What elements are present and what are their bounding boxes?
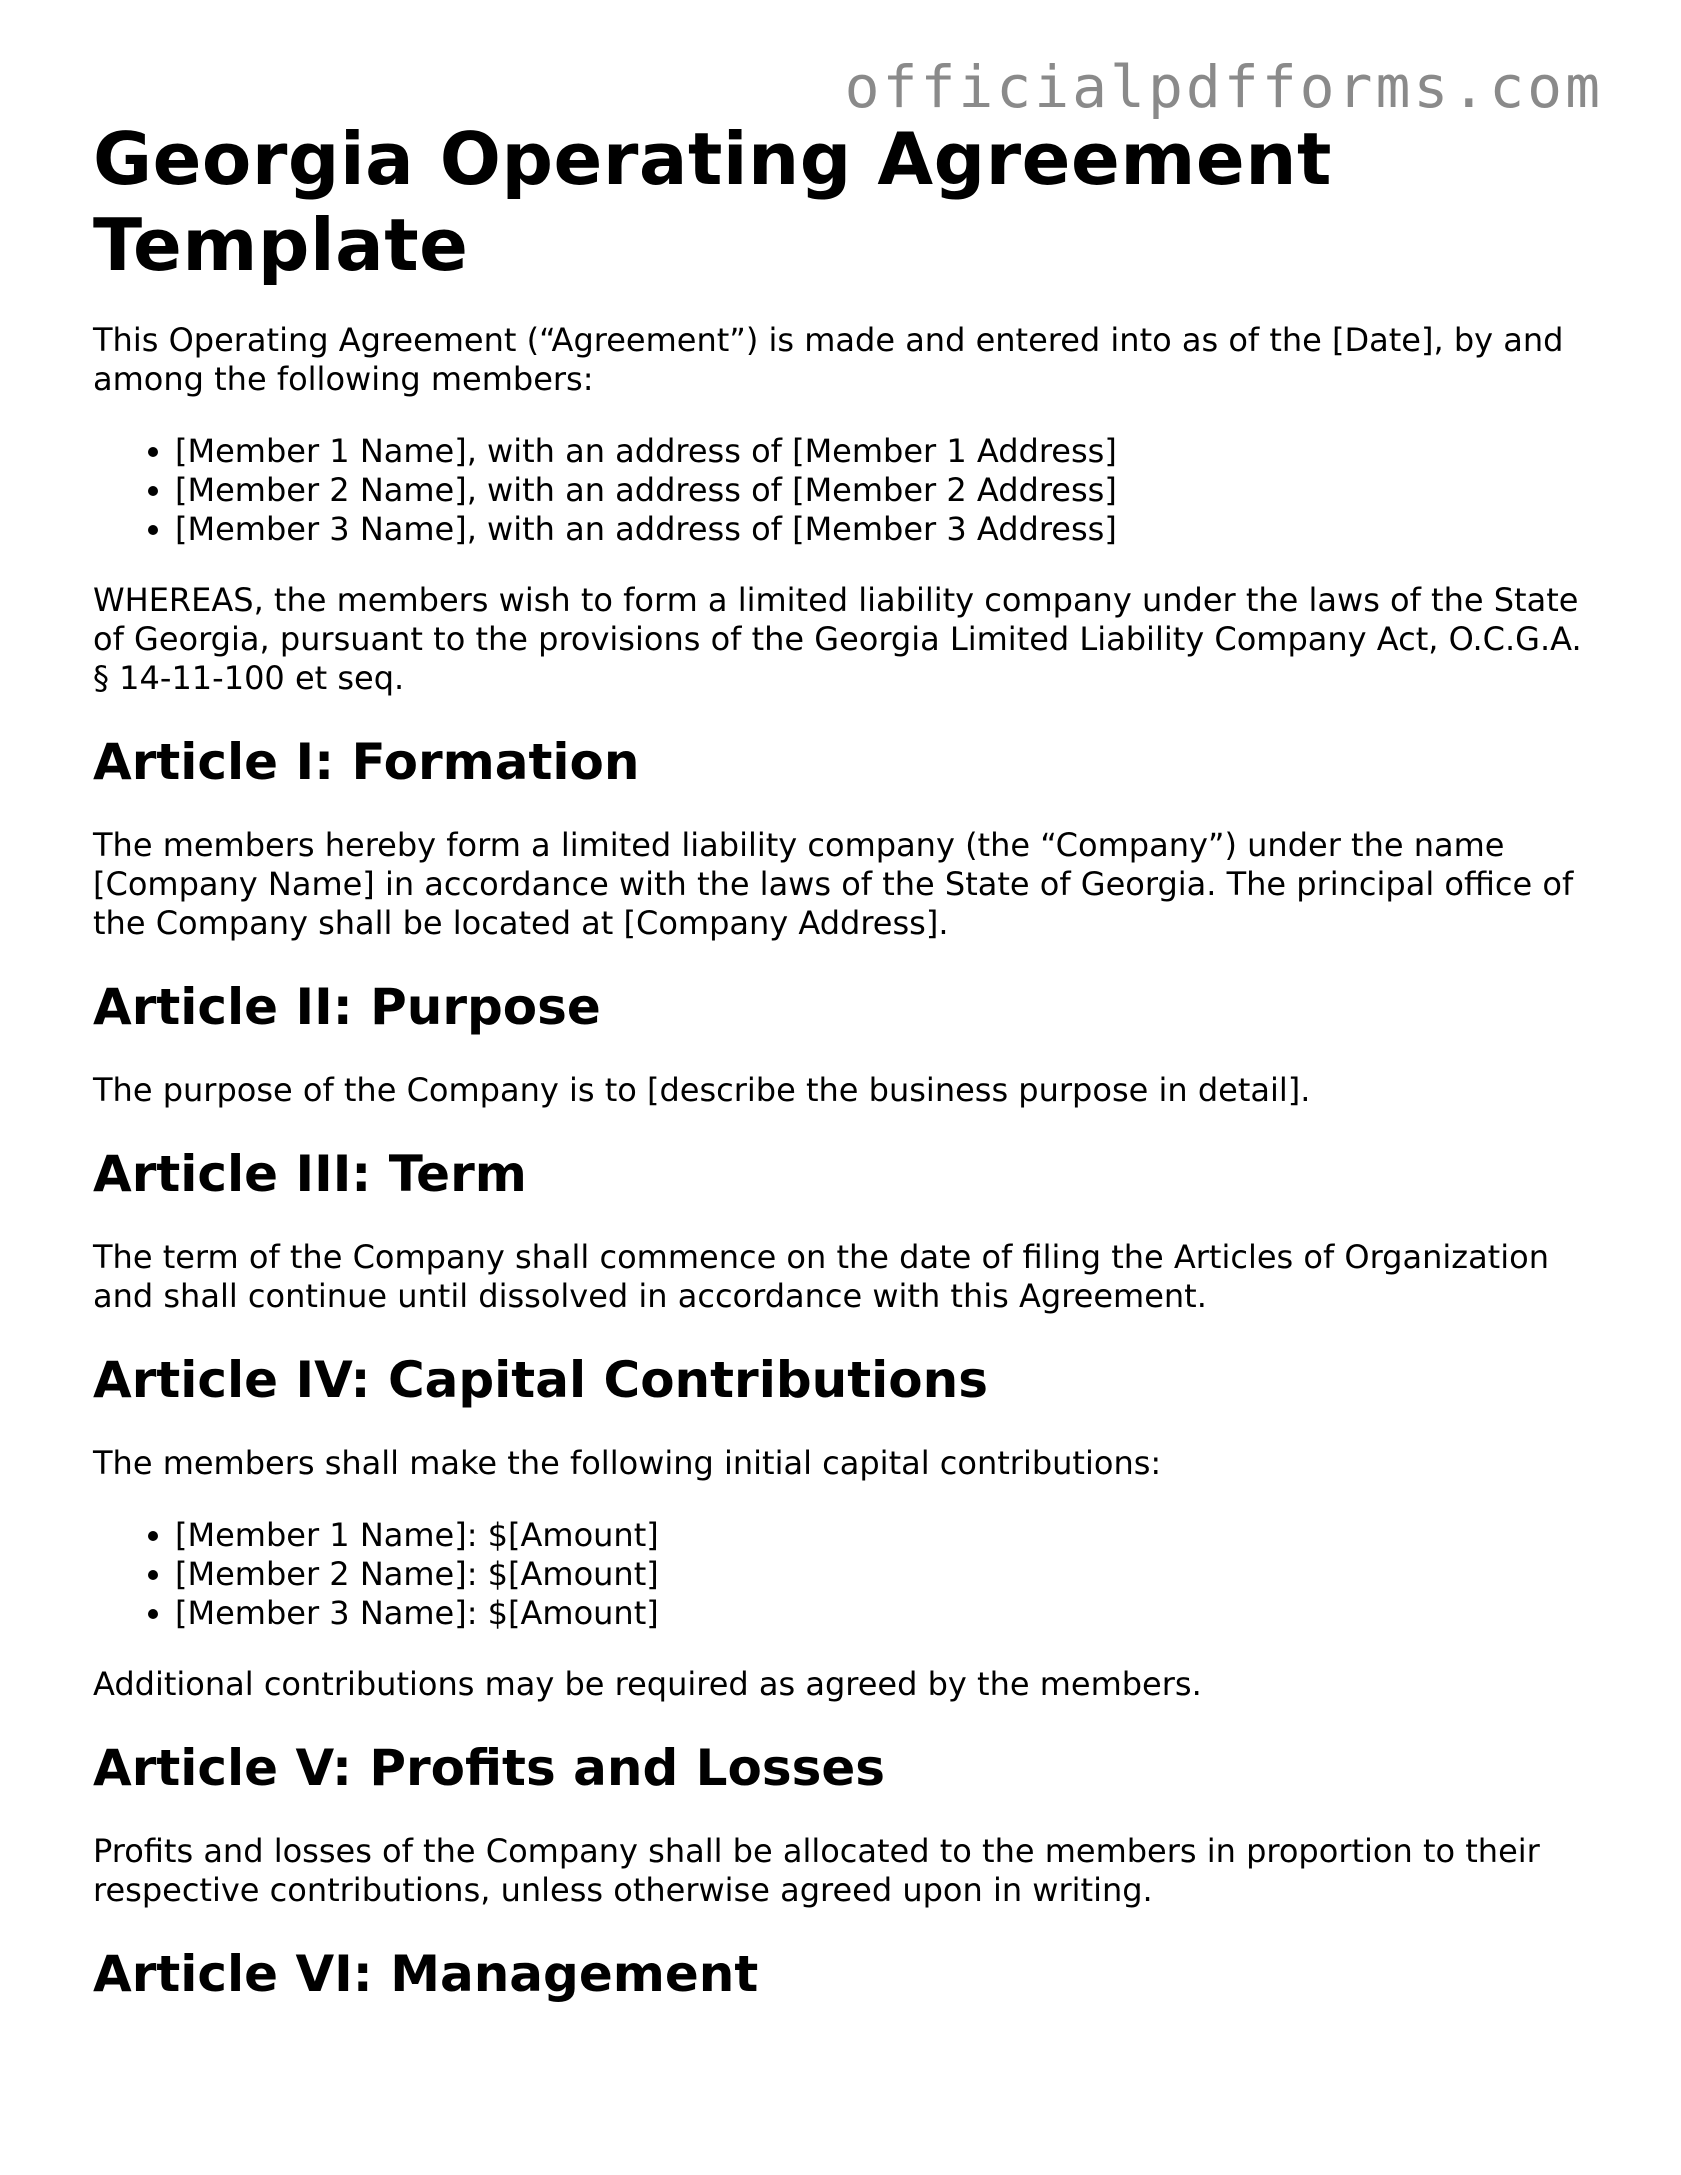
document-body — [93, 116, 1593, 2004]
article-6-heading: Article VI: Management — [93, 1944, 759, 2003]
whereas-paragraph: WHEREAS, the members wish to form a limited liability company under the laws of the State of Georgia, pursuant to the provisions of the Georgia Limited Liability Company Act, O.C.G.A. § 14-11-100 et seq. — [93, 580, 1582, 697]
members-list — [93, 432, 1593, 549]
list-item: • [Member 1 Name], with an address of [Member 1 Address] — [175, 432, 1593, 471]
article-4-additional-text: Additional contributions may be required as agreed by the members. — [93, 1664, 1202, 1703]
watermark: officialpdfforms.com — [844, 53, 1603, 121]
article-5-heading: Article V: Profits and Losses — [93, 1738, 886, 1797]
list-item: • [Member 3 Name]: $[Amount] — [175, 1594, 1593, 1633]
article-4-text: The members shall make the following initial capital contributions: — [93, 1443, 1162, 1482]
document-title: Georgia Operating Agreement Template — [93, 117, 1332, 288]
article-2-heading: Article II: Purpose — [93, 977, 601, 1036]
article-1-heading: Article I: Formation — [93, 732, 640, 791]
article-1-text: The members hereby form a limited liability company (the “Company”) under the name [Company Name] in accordance with the laws of the State of Georgia. The principal office of the Company shall be located at [Company Address]. — [93, 825, 1574, 942]
article-3-heading: Article III: Term — [93, 1144, 527, 1203]
list-item: • [Member 1 Name]: $[Amount] — [175, 1516, 1593, 1555]
list-item: • [Member 3 Name], with an address of [Member 3 Address] — [175, 510, 1593, 549]
article-5-text: Profits and losses of the Company shall be allocated to the members in proportion to their respective contributions, unless otherwise agreed upon in writing. — [93, 1831, 1540, 1909]
article-3-text: The term of the Company shall commence on the date of filing the Articles of Organization and shall continue until dissolved in accordance with this Agreement. — [93, 1237, 1549, 1315]
article-4-heading: Article IV: Capital Contributions — [93, 1350, 988, 1409]
intro-paragraph: This Operating Agreement (“Agreement”) is made and entered into as of the [Date], by and among the following members: — [93, 320, 1564, 398]
list-item: • [Member 2 Name], with an address of [Member 2 Address] — [175, 471, 1593, 510]
contributions-list — [93, 1516, 1593, 1633]
article-2-text: The purpose of the Company is to [describe the business purpose in detail]. — [93, 1070, 1311, 1109]
list-item: • [Member 2 Name]: $[Amount] — [175, 1555, 1593, 1594]
